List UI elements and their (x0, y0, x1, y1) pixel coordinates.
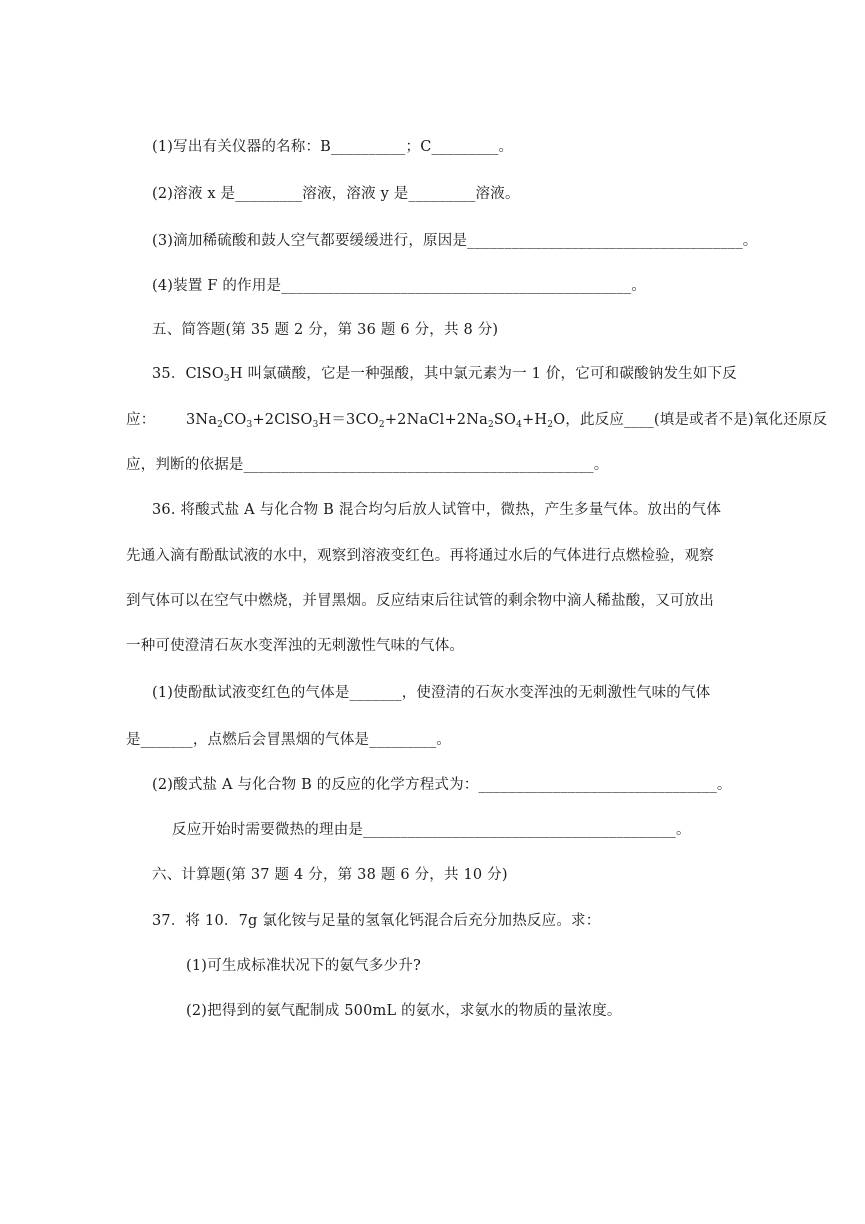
q36-sub2-line-2: 反应开始时需要微热的理由是__________________________________________。 (172, 822, 691, 838)
q37-sub1: (1)可生成标准状况下的氨气多少升? (186, 958, 421, 974)
q-2-solutions: (2)溶液 x 是_________溶液，溶液 y 是_________溶液。 (152, 186, 520, 202)
q35-line-3: 应，判断的依据是_______________________________________________。 (126, 457, 609, 473)
q35-line-1: 35．ClSO$_3$H 叫氯磺酸，它是一种强酸，其中氯元素为一 1 价，它可和碳酸钠发生如下反 (152, 366, 737, 384)
q-3-reason: (3)滴加稀硫酸和鼓人空气都要缓缓进行，原因是_____________________________________。 (152, 233, 758, 249)
q36-line-1: 36. 将酸式盐 A 与化合物 B 混合均匀后放人试管中，微热，产生多量气体。放出的气体 (152, 502, 722, 518)
q36-sub1-line-2: 是_______，点燃后会冒黑烟的气体是_________。 (126, 732, 451, 748)
q36-line-3: 到气体可以在空气中燃烧，并冒黑烟。反应结束后往试管的剩余物中滴人稀盐酸，又可放出 (126, 593, 714, 609)
q36-sub1-line-1: (1)使酚酞试液变红色的气体是_______，使澄清的石灰水变浑浊的无刺激性气味的气体 (152, 685, 711, 701)
q37-sub2: (2)把得到的氨气配制成 500mL 的氨水，求氨水的物质的量浓度。 (186, 1003, 622, 1019)
q35-line-2-prefix: 应： (126, 412, 156, 428)
q36-line-2: 先通入滴有酚酞试液的水中，观察到溶液变红色。再将通过水后的气体进行点燃检验，观察 (126, 548, 714, 564)
section-six-heading: 六、计算题(第 37 题 4 分，第 38 题 6 分，共 10 分) (152, 867, 508, 883)
q35-equation: $3Na_2CO_3+2ClSO_3H=3CO_2+2NaCl+2Na_2SO_4+H_2O$，此反应____(填是或者不是)氧化还原反 (186, 412, 828, 430)
section-five-heading: 五、简答题(第 35 题 2 分，第 36 题 6 分，共 8 分) (152, 322, 499, 338)
q-1-instrument-names: (1)写出有关仪器的名称：B__________；C_________。 (152, 139, 514, 155)
q36-sub2-line-1: (2)酸式盐 A 与化合物 B 的反应的化学方程式为：________________________________。 (152, 777, 732, 793)
q36-line-4: 一种可使澄清石灰水变浑浊的无刺激性气味的气体。 (126, 638, 465, 654)
q37-stem: 37．将 10．7g 氯化铵与足量的氢氧化钙混合后充分加热反应。求： (152, 913, 601, 929)
q-4-device-f: (4)装置 F 的作用是_______________________________________________。 (152, 278, 647, 294)
